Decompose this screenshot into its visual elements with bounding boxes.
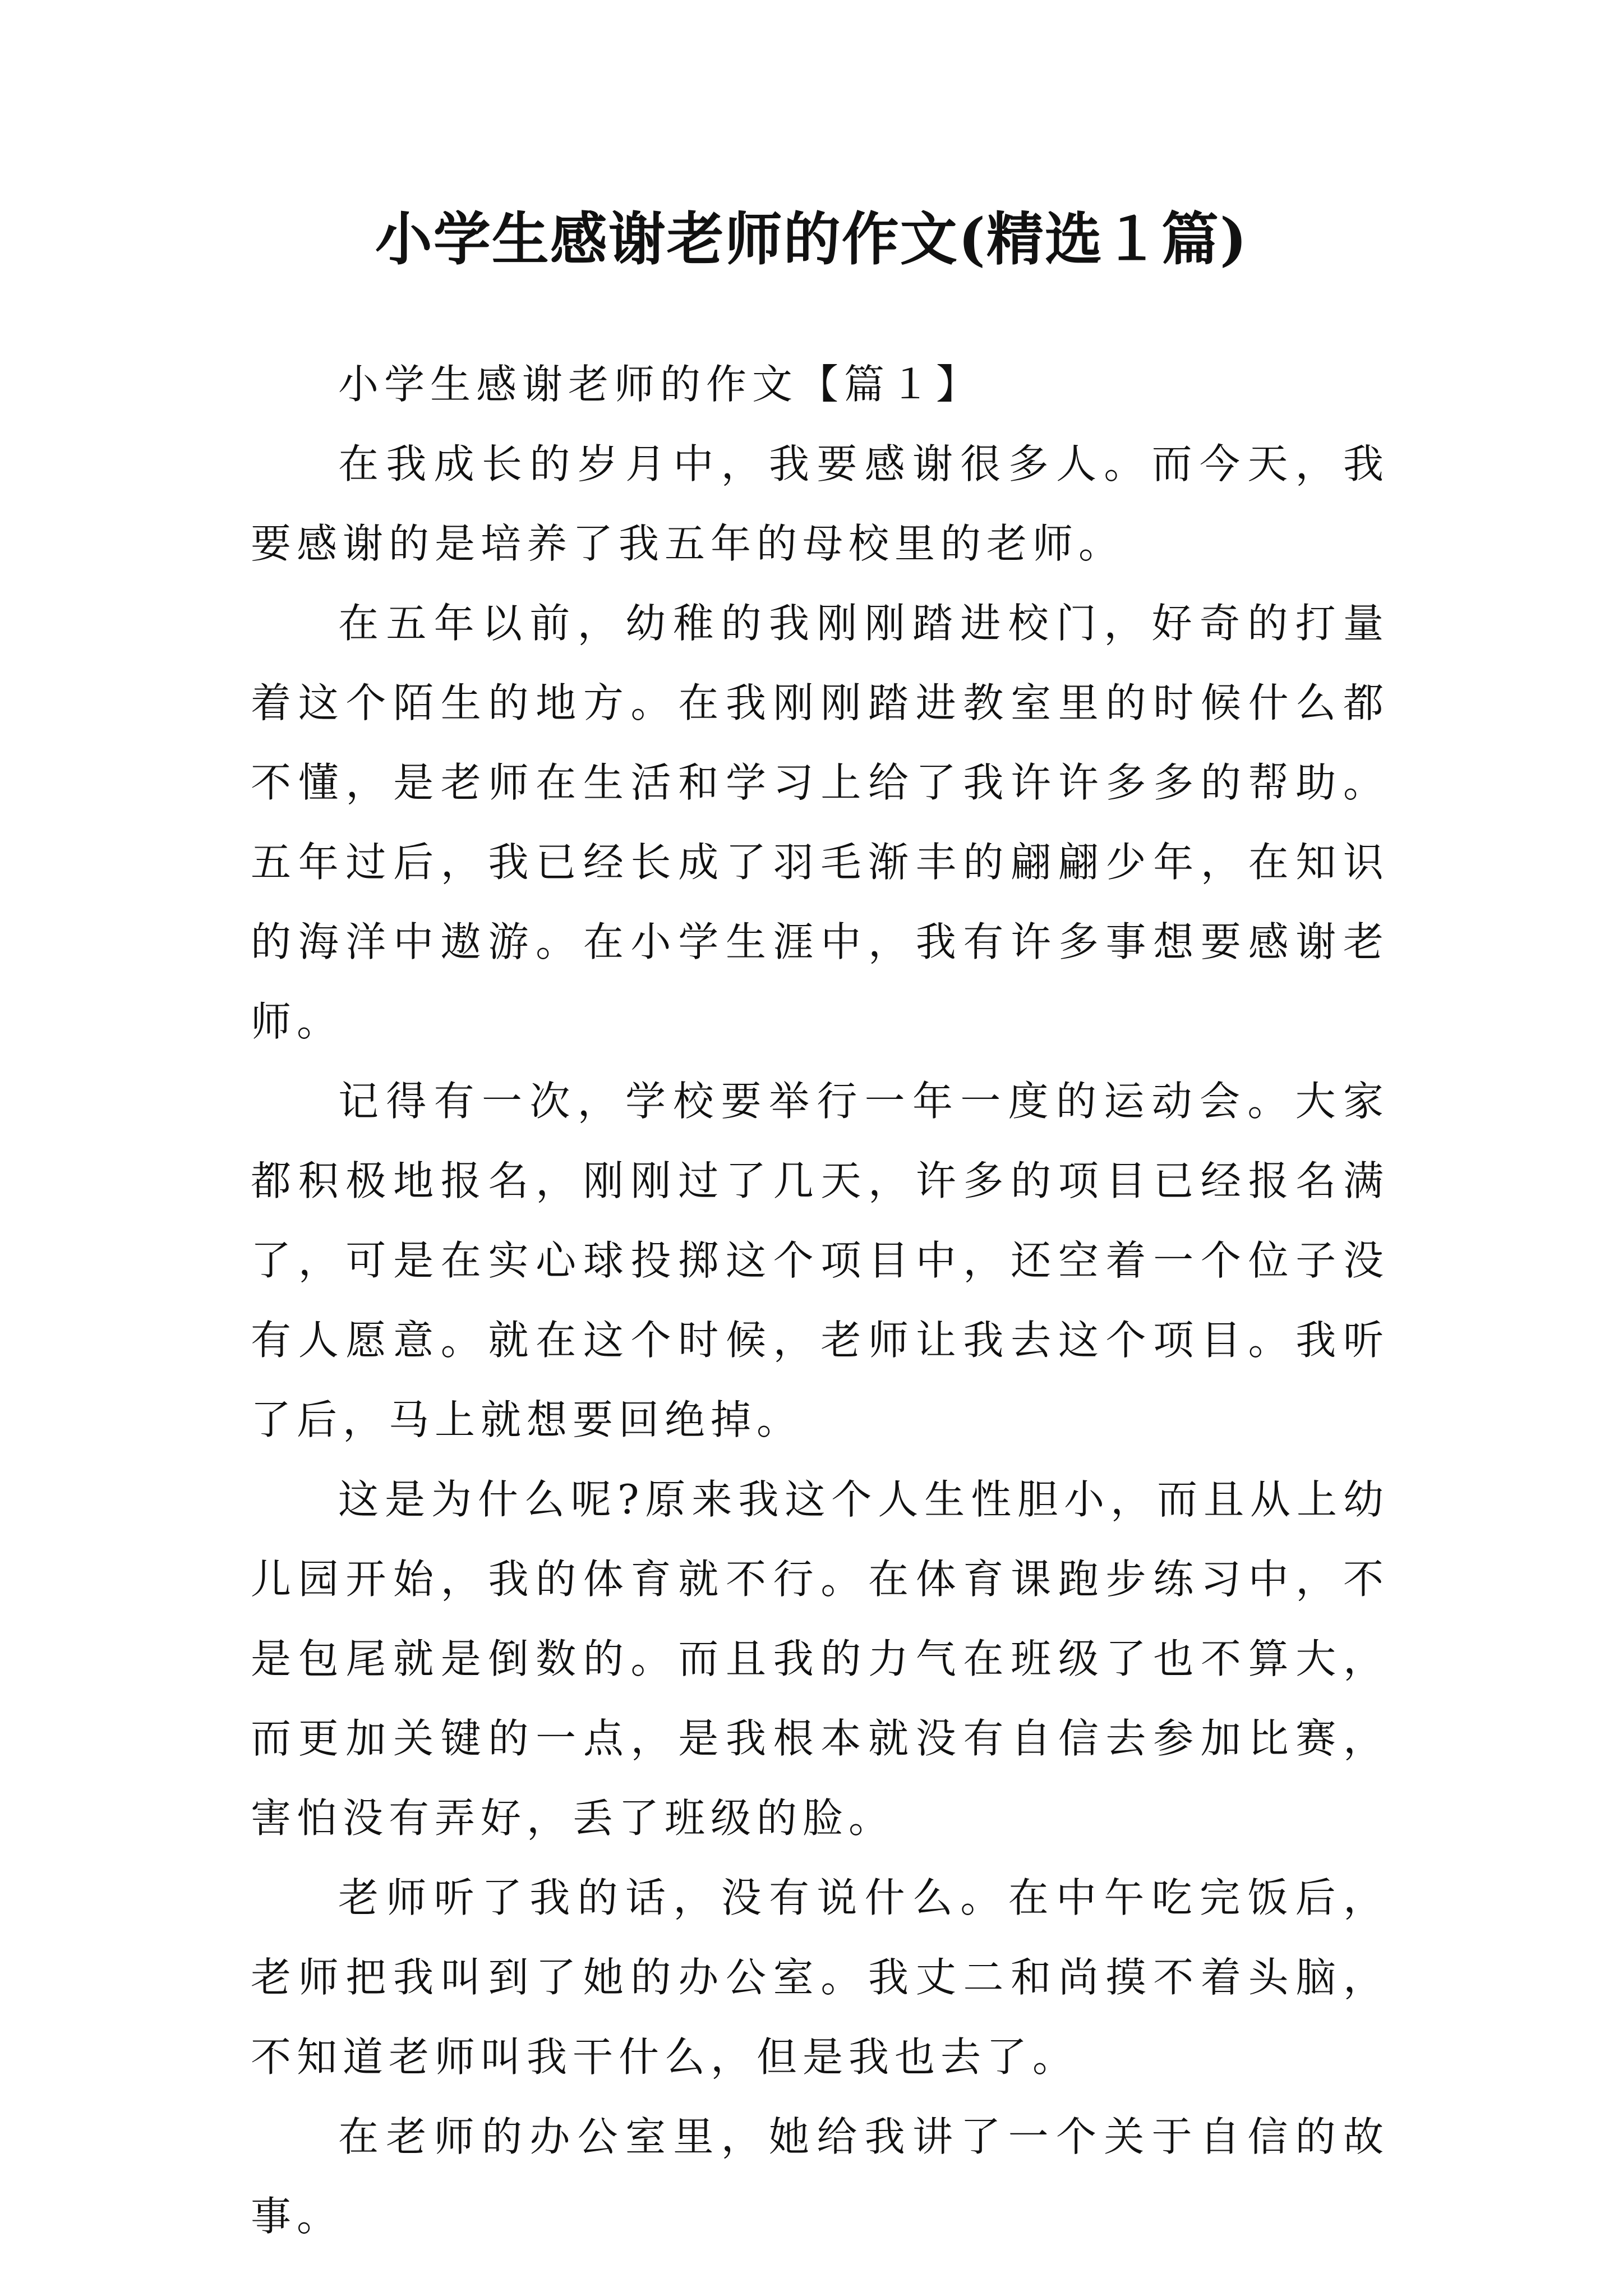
- paragraph: 在我成长的岁月中，我要感谢很多人。而今天，我要感谢的是培养了我五年的母校里的老师。: [251, 440, 1389, 567]
- section-heading: 小学生感谢老师的作文【篇１】: [338, 361, 983, 408]
- document-title: 小学生感谢老师的作文(精选１篇): [375, 206, 1248, 273]
- paragraph: 在五年以前，幼稚的我刚刚踏进校门，好奇的打量着这个陌生的地方。在我刚刚踏进教室里的时候什么都不懂，是老师在生活和学习上给了我许许多多的帮助。五年过后，我已经长成了羽毛渐丰的翩翩少年，在知识的海洋中遨游。在小学生涯中，我有许多事想要感谢老师。: [251, 600, 1389, 1045]
- paragraph: 在老师的办公室里，她给我讲了一个关于自信的故事。: [251, 2113, 1389, 2240]
- paragraph: 这是为什么呢?原来我这个人生性胆小，而且从上幼儿园开始，我的体育就不行。在体育课跑步练习中，不是包尾就是倒数的。而且我的力气在班级了也不算大，而更加关键的一点，是我根本就没有自信去参加比赛，害怕没有弄好，丢了班级的脸。: [251, 1476, 1389, 1842]
- paragraph: 记得有一次，学校要举行一年一度的运动会。大家都积极地报名，刚刚过了几天，许多的项目已经报名满了，可是在实心球投掷这个项目中，还空着一个位子没有人愿意。就在这个时候，老师让我去这个项目。我听了后，马上就想要回绝掉。: [251, 1078, 1389, 1443]
- paragraph: 老师听了我的话，没有说什么。在中午吃完饭后，老师把我叫到了她的办公室。我丈二和尚摸不着头脑，不知道老师叫我干什么，但是我也去了。: [251, 1874, 1389, 2081]
- document-body: [251, 344, 1389, 2256]
